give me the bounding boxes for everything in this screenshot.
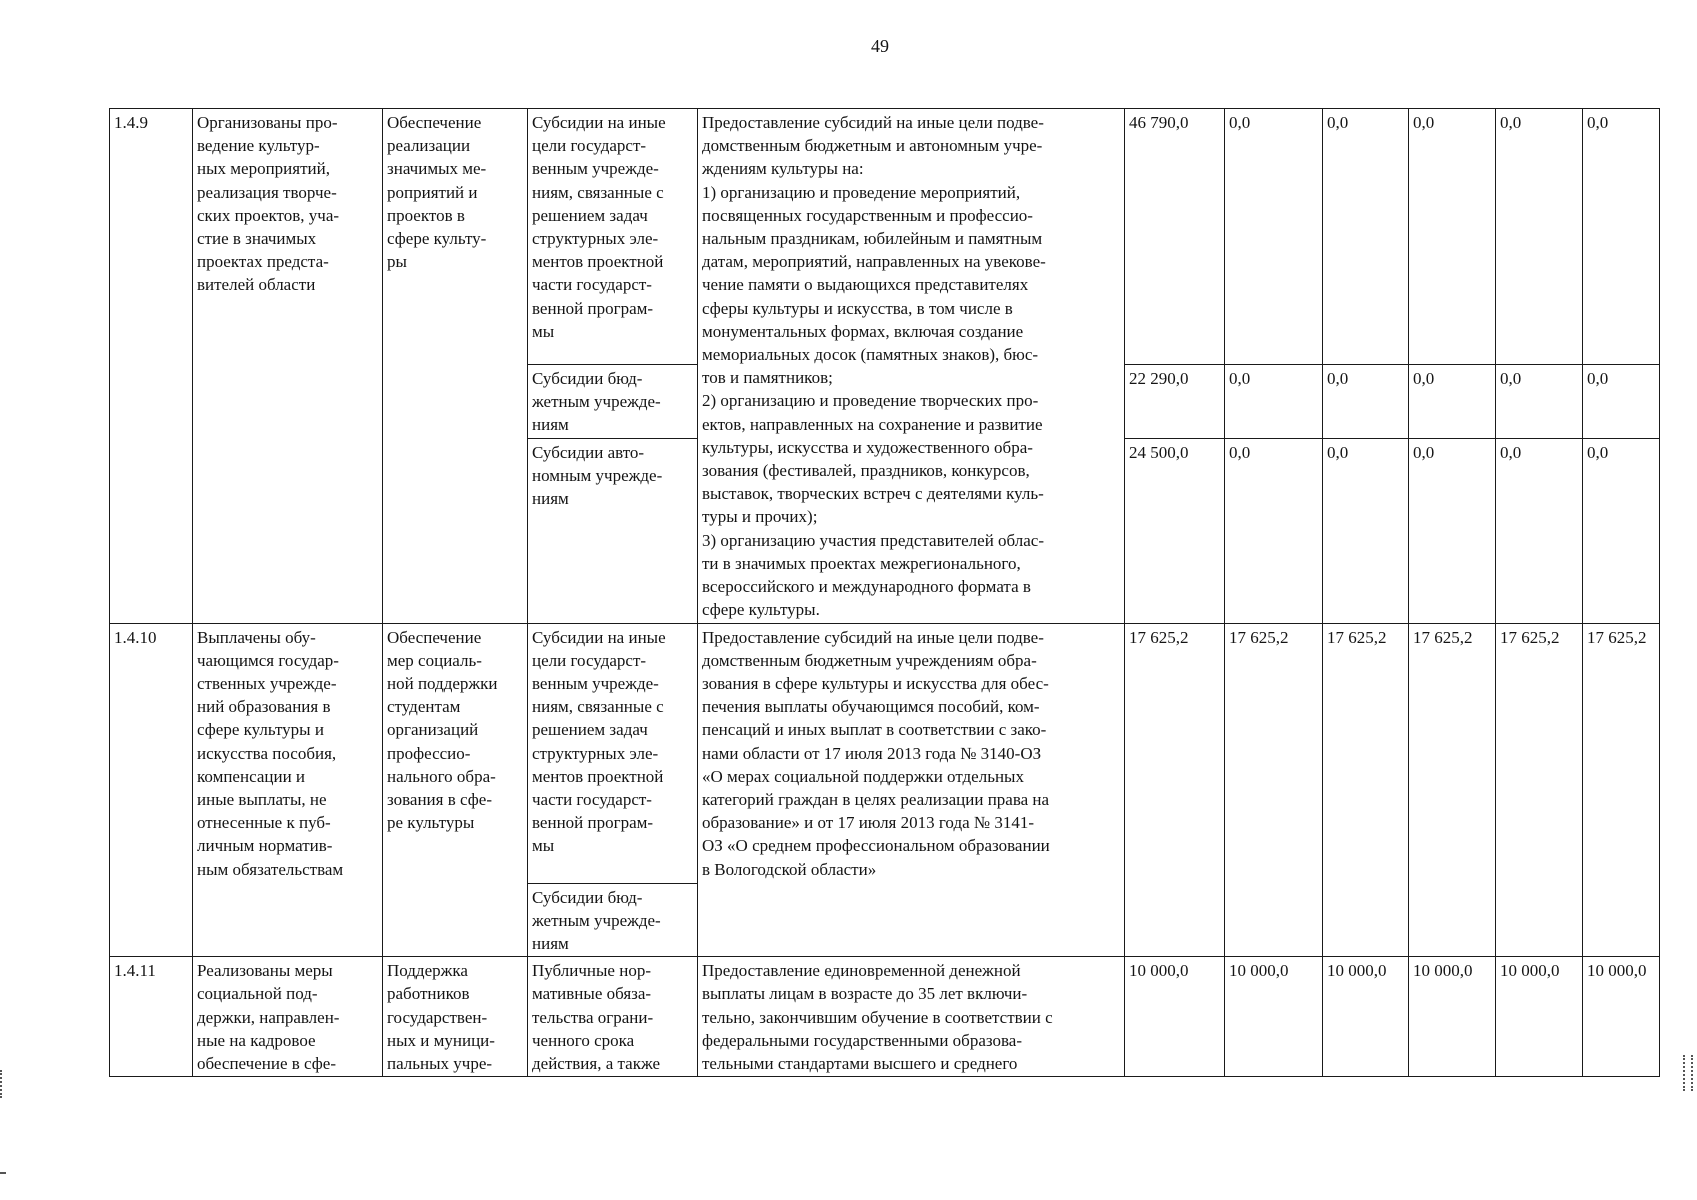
- value-cell: 0,0: [1323, 365, 1409, 439]
- scan-edge-marks: [1683, 1055, 1693, 1091]
- value-cell: 0,0: [1225, 438, 1323, 623]
- value-cell: 17 625,2: [1583, 623, 1660, 957]
- value-cell: 46 790,0: [1125, 109, 1225, 365]
- description-cell: Предоставление субсидий на иные цели подве- домственным бюджетным учреждениям обра- зования в сфере культуры и искусства для обес- печения выплаты обучающимся пособий, ком- пенсаций и иных выплат в соответствии с зако- нами области от 17 июля 2013 года № 3140-ОЗ «О мерах социальной поддержки отдельных категорий граждан в целях реализации права на образование» и от 17 июля 2013 года № 3141- ОЗ «О среднем профессиональном образовании в Вологодской области»: [698, 623, 1125, 957]
- value-cell: 0,0: [1409, 109, 1496, 365]
- value-cell: 10 000,0: [1125, 957, 1225, 1077]
- value-cell: 17 625,2: [1125, 623, 1225, 957]
- scan-edge-marks: [0, 1070, 6, 1098]
- value-cell: 17 625,2: [1323, 623, 1409, 957]
- value-cell: 10 000,0: [1583, 957, 1660, 1077]
- value-cell: 0,0: [1225, 365, 1323, 439]
- description-cell: Предоставление единовременной денежной выплаты лицам в возрасте до 35 лет включи- тельно, закончившим обучение в соответствии с федеральными государственными образова- тельными стандартами высшего и среднего: [698, 957, 1125, 1077]
- row-number: 1.4.11: [110, 957, 193, 1077]
- value-cell: 10 000,0: [1409, 957, 1496, 1077]
- page-number: 49: [871, 36, 889, 56]
- value-cell: 24 500,0: [1125, 438, 1225, 623]
- program-table: [109, 108, 1660, 1077]
- value-cell: 0,0: [1583, 109, 1660, 365]
- value-cell: 0,0: [1496, 438, 1583, 623]
- value-cell: 17 625,2: [1409, 623, 1496, 957]
- value-cell: 10 000,0: [1323, 957, 1409, 1077]
- value-cell: 10 000,0: [1225, 957, 1323, 1077]
- value-cell: 0,0: [1583, 438, 1660, 623]
- result-cell: Организованы про- ведение культур- ных мероприятий, реализация творче- ских проектов, уча- стие в значимых проектах предста- вителей области: [193, 109, 383, 624]
- funding-type-cell: Субсидии на иные цели государст- венным учрежде- ниям, связанные с решением задач структурных эле- ментов проектной части государст- венной програм- мы: [528, 109, 698, 365]
- value-cell: 0,0: [1323, 109, 1409, 365]
- description-cell: Предоставление субсидий на иные цели подве- домственным бюджетным и автономным учре- ждениям культуры на: 1) организацию и проведение мероприятий, посвященных государственным и профессио- нальным праздникам, юбилейным и памятным датам, мероприятий, направленных на увекове- чение памяти о выдающихся представителях сферы культуры и искусства, в том числе в монументальных формах, включая создание мемориальных досок (памятных знаков), бюс- тов и памятников; 2) организацию и проведение творческих про- ектов, направленных на сохранение и развитие культуры, искусства и художественного обра- зования (фестивалей, праздников, конкурсов, выставок, творческих встреч с деятелями куль- туры и прочих); 3) организацию участия представителей облас- ти в значимых проектах межрегионального, всероссийского и международного формата в сфере культуры.: [698, 109, 1125, 624]
- result-cell: Выплачены обу- чающимся государ- ственных учрежде- ний образования в сфере культуры и искусства пособия, компенсации и иные выплаты, не отнесенные к пуб- личным норматив- ным обязательствам: [193, 623, 383, 957]
- event-cell: Обеспечение реализации значимых ме- роприятий и проектов в сфере культу- ры: [383, 109, 528, 624]
- value-cell: 0,0: [1409, 438, 1496, 623]
- funding-type-cell: Субсидии бюд- жетным учрежде- ниям: [528, 883, 698, 957]
- value-cell: 17 625,2: [1496, 623, 1583, 957]
- event-cell: Обеспечение мер социаль- ной поддержки студентам организаций профессио- нального обра- зования в сфе- ре культуры: [383, 623, 528, 957]
- row-number: 1.4.10: [110, 623, 193, 957]
- scan-edge-marks: [0, 1172, 6, 1174]
- table-row: [110, 109, 1660, 365]
- funding-type-cell: Публичные нор- мативные обяза- тельства ограни- ченного срока действия, а также: [528, 957, 698, 1077]
- value-cell: 10 000,0: [1496, 957, 1583, 1077]
- value-cell: 22 290,0: [1125, 365, 1225, 439]
- event-cell: Поддержка работников государствен- ных и муници- пальных учре-: [383, 957, 528, 1077]
- funding-type-cell: Субсидии бюд- жетным учрежде- ниям: [528, 365, 698, 439]
- value-cell: 0,0: [1323, 438, 1409, 623]
- value-cell: 0,0: [1496, 109, 1583, 365]
- value-cell: 17 625,2: [1225, 623, 1323, 957]
- row-number: 1.4.9: [110, 109, 193, 624]
- funding-type-cell: Субсидии авто- номным учрежде- ниям: [528, 438, 698, 623]
- value-cell: 0,0: [1496, 365, 1583, 439]
- table-row: [110, 957, 1660, 1077]
- table-row: [110, 623, 1660, 883]
- funding-type-cell: Субсидии на иные цели государст- венным учрежде- ниям, связанные с решением задач структурных эле- ментов проектной части государст- венной програм- мы: [528, 623, 698, 883]
- value-cell: 0,0: [1225, 109, 1323, 365]
- result-cell: Реализованы меры социальной под- держки, направлен- ные на кадровое обеспечение в сфе-: [193, 957, 383, 1077]
- value-cell: 0,0: [1409, 365, 1496, 439]
- value-cell: 0,0: [1583, 365, 1660, 439]
